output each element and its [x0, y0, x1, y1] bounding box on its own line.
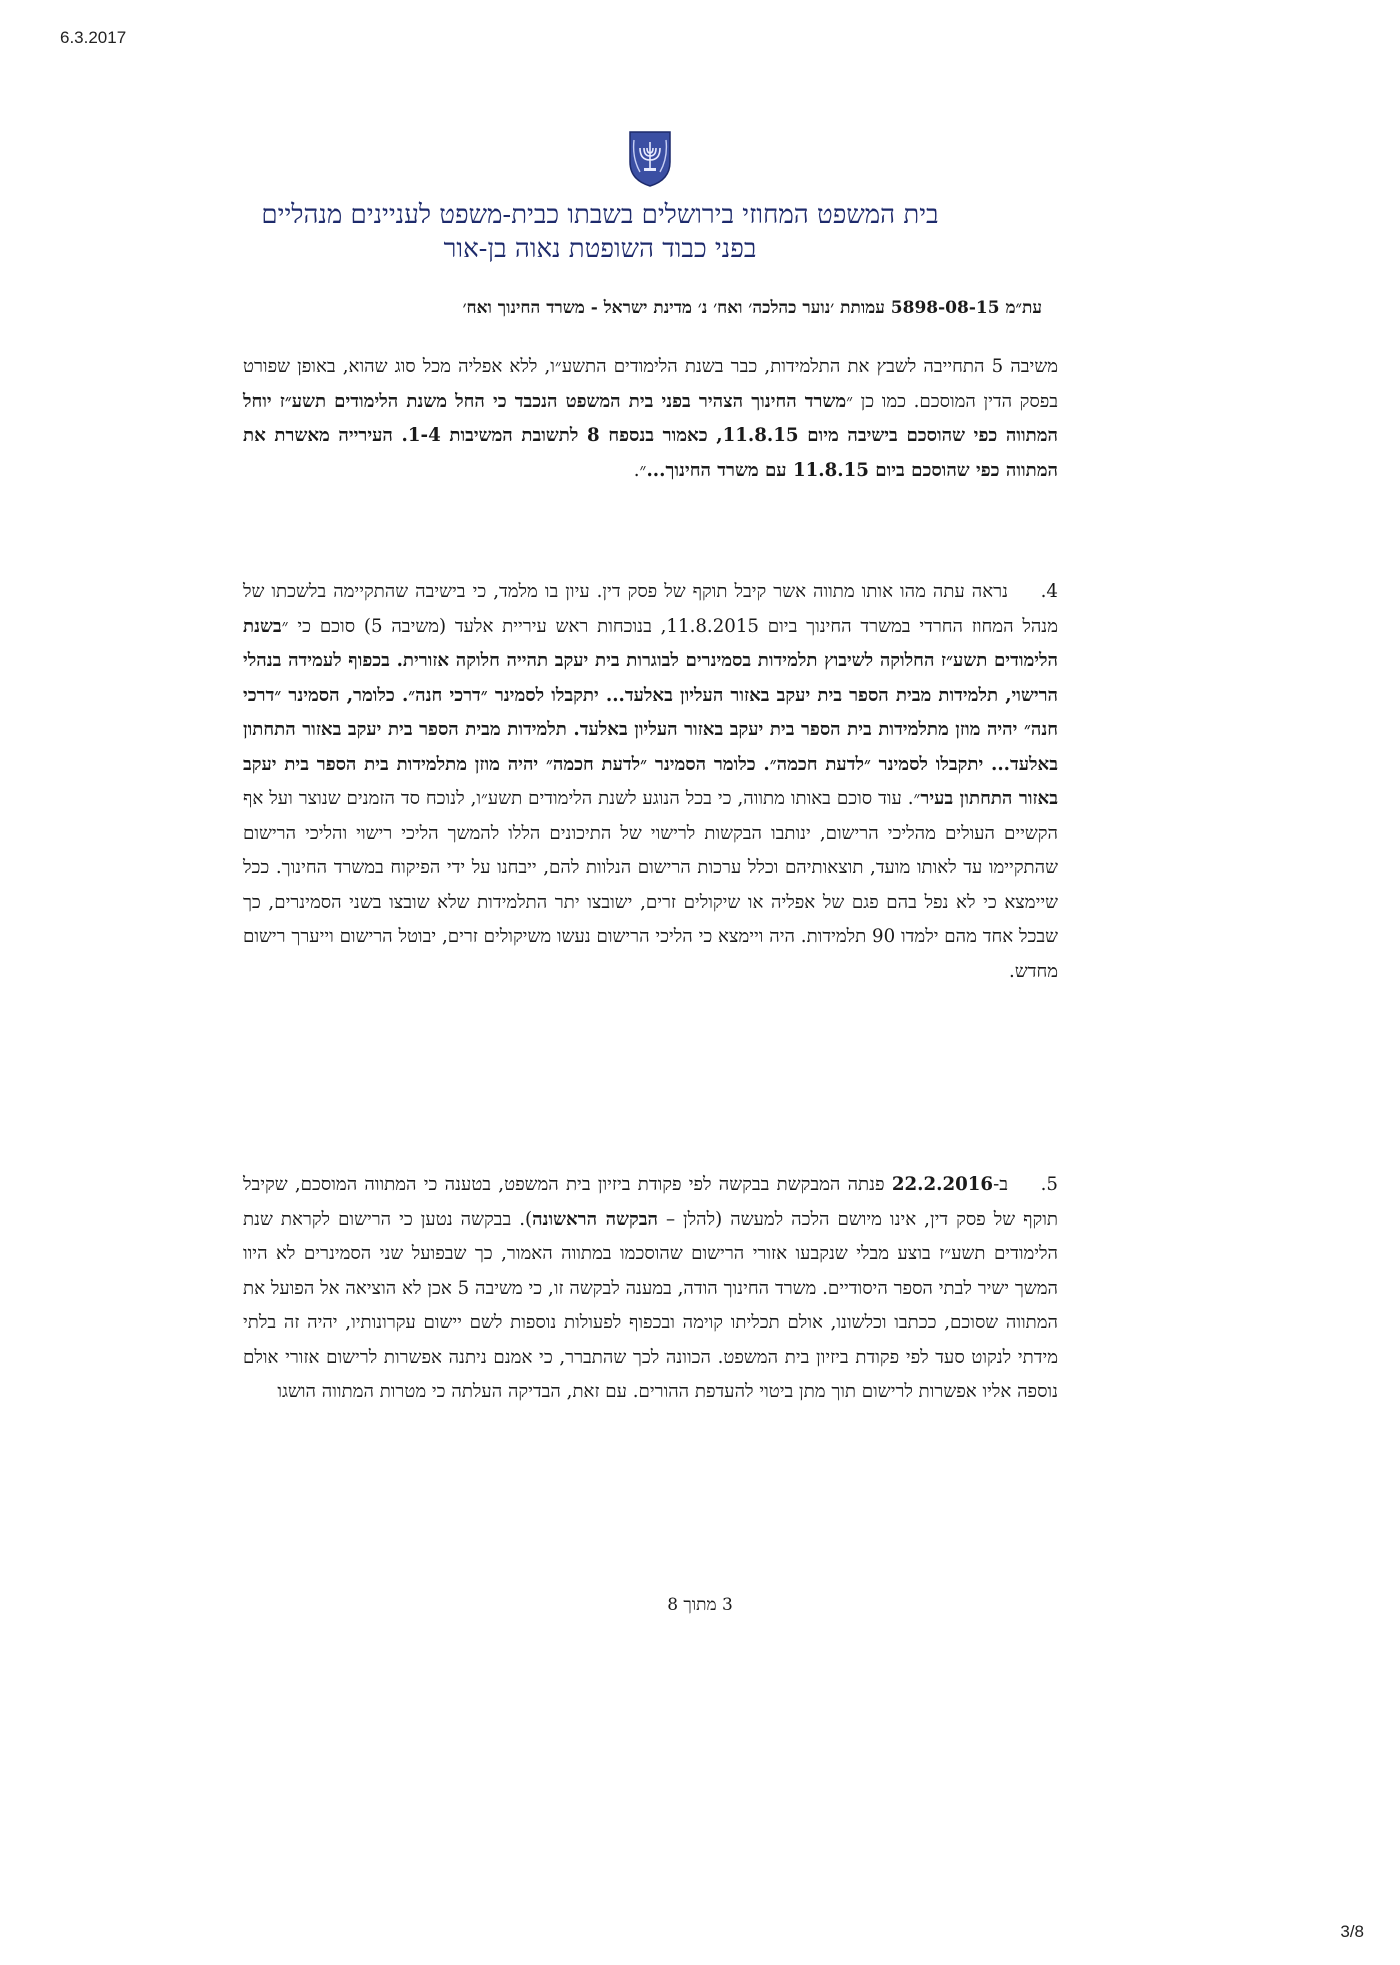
paragraph-continuation [243, 350, 1058, 488]
paragraph-number: 5. [1040, 1174, 1058, 1195]
text-segment: פנתה המבקשת בבקשה לפי פקודת ביזיון בית המשפט, בטענה כי המתווה המוסכם, שקיבל תוקף של פסק דין, אינו מיושם הלכה למעשה (להלן – [243, 1174, 1059, 1230]
court-header [150, 198, 1050, 266]
text-segment: משיבה 5 התחייבה לשבץ את התלמידות, כבר בשנת הלימודים התשע״ו, ללא אפליה מכל סוג שהוא, באופן שפורט בפסק הדין המוסכם. כמו כן ״ [243, 356, 1058, 412]
text-segment: ). בבקשה נטען כי הרישום לקראת שנת הלימודים תשע״ז בוצע מבלי שנקבעו אזורי הרישום שהוסכמו במתווה האמור, כך שבפועל שני הסמינרים לא היוו המשך ישיר לבתי הספר היסודיים. משרד החינוך הודה, במענה לבקשה זו, כי משיבה 5 אכן לא הוציאה אל הפועל את המתווה שסוכם, ככתבו וכלשונו, אולם תכליתו קוימה ובכפוף לפעולות נוספות לשם יישום עקרונותיו, יהיה זה בלתי מידתי לנקוט סעד לפי פקודת ביזיון בית המשפט. הכוונה לכך שהתברר, כי אמנם ניתנה אפשרות לרישום אזורי אולם נוספה אליו אפשרות לרישום תוך מתן ביטוי להעדפת ההורים. עם זאת, הבדיקה העלתה כי מטרות המתווה הושגו [243, 1208, 1058, 1402]
text-segment: נראה עתה מהו אותו מתווה אשר קיבל תוקף של פסק דין. עיון בו מלמד, כי בישיבה שהתקיימה בלשכתו של מנהל המחוז החרדי במשרד החינוך ביום 11.8.2015, בנוכחות ראש עיריית אלעד (משיבה 5) סוכם כי ״ [243, 581, 1059, 637]
page-index: 3/8 [1340, 1922, 1364, 1941]
print-date: 6.3.2017 [60, 28, 127, 47]
court-name: בית המשפט המחוזי בירושלים בשבתו כבית-משפט לעניינים מנהליים [261, 200, 939, 230]
quoted-statement: משרד החינוך הצהיר בפני בית המשפט הנכבד כי החל משנת הלימודים תשע״ז יוחל המתווה כפי שהוסכם בישיבה מיום 11.8.15, כאמור בנספח 8 לתשובת המשיבות 1-4. העירייה מאשרת את המתווה כפי שהוסכם ביום 11.8.15 עם משרד החינוך... [243, 390, 1058, 481]
quoted-agreement: בשנת הלימודים תשע״ז החלוקה לשיבוץ תלמידות בסמינרים לבוגרות בית יעקב תהייה חלוקה אזורית. בכפוף לעמידה בנהלי הרישוי, תלמידות מבית הספר בית יעקב באזור העליון באלעד... יתקבלו לסמינר ״דרכי חנה״. כלומר, הסמינר ״דרכי חנה״ יהיה מוזן מתלמידות בית הספר בית יעקב באזור העליון באלעד. תלמידות מבית הספר בית יעקב באזור התחתון באלעד... יתקבלו לסמינר ״לדעת חכמה״. כלומר הסמינר ״לדעת חכמה״ יהיה מוזן מתלמידות בית הספר בית יעקב באזור התחתון בעיר [243, 615, 1058, 809]
text-segment: ״. [633, 459, 647, 481]
text-segment: ב- [993, 1174, 1008, 1195]
state-emblem-icon [626, 128, 674, 188]
defined-term: הבקשה הראשונה [532, 1208, 658, 1230]
judge-name: בפני כבוד השופטת נאוה בן-אור [443, 234, 757, 264]
paragraph-5 [243, 1168, 1058, 1410]
filing-date: 22.2.2016 [891, 1174, 994, 1195]
text-segment: ״. עוד סוכם באותו מתווה, כי בכל הנוגע לשנת הלימודים תשע״ו, לנוכח סד הזמנים שנוצר ועל אף הקשיים העולים מהליכי הרישום, ינותבו הבקשות לרישוי של התיכונים הללו להמשך הליכי רישוי והליכי הרישום שהתקיימו עד לאותו מועד, תוצאותיהם וכלל ערכות הרישום הנלוות להם, ייבחנו על ידי הפיקוח במשרד החינוך. ככל שיימצא כי לא נפל בהם פגם של אפליה או שיקולים זרים, ישובצו יתר התלמידות שלא שובצו בשני הסמינרים, כך שבכל אחד מהם ילמדו 90 תלמידות. היה ויימצא כי הליכי הרישום נעשו משיקולים זרים, יבוטל הרישום וייערך רישום מחדש. [243, 788, 1059, 982]
paragraph-number: 4. [1040, 581, 1058, 602]
paragraph-4 [243, 575, 1058, 989]
case-title: עת״מ 5898-08-15 עמותת ׳נוער כהלכה׳ ואח׳ נ׳ מדינת ישראל - משרד החינוך ואח׳ [462, 298, 1042, 318]
page-footer: 3 מתוך 8 [667, 1595, 733, 1615]
